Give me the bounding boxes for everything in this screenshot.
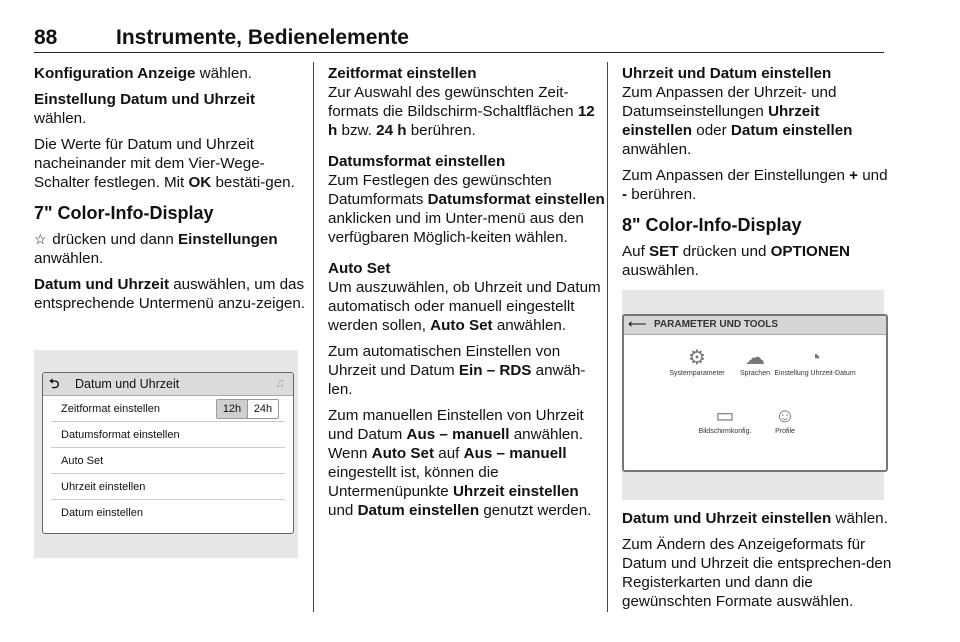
- paragraph: Zum Anpassen der Uhrzeit- und Datumseinstellungen Uhrzeit einstellen oder Datum einstellen anwählen.: [622, 84, 853, 158]
- tile-uhrzeit-datum[interactable]: ◔ Einstellung Uhrzeit-Datum: [770, 346, 860, 377]
- tile-profile[interactable]: ☺ Profile: [740, 404, 830, 435]
- tile-bildschirmkonfig[interactable]: ▭ Bildschirmkonfig.: [680, 404, 770, 435]
- tile-sprachen[interactable]: ☁ Sprachen: [710, 346, 800, 377]
- paragraph: Zum Ändern des Anzeigeformats für Datum und Uhrzeit die entsprechen-den Registerkarten und dann die gewünschten Formate auswählen.: [622, 536, 892, 610]
- column-divider: [313, 62, 314, 612]
- paragraph: ☆ drücken und dann Einstellungen anwählen.: [34, 231, 278, 267]
- page-title: Instrumente, Bedienelemente: [116, 26, 409, 49]
- display-title: PARAMETER UND TOOLS: [654, 319, 779, 330]
- section-heading: 8" Color-Info-Display: [622, 215, 802, 235]
- screenshot-datum-uhrzeit: [34, 350, 298, 558]
- menu-item-uhrzeit[interactable]: Uhrzeit einstellen: [51, 474, 285, 500]
- time-format-toggle[interactable]: [216, 399, 279, 419]
- paragraph: Zum Festlegen des gewünschten Datumformats Datumsformat einstellen anklicken und im Unter-menü aus den verfügbaren Möglich-keiten wählen.: [328, 172, 605, 246]
- menu-item-auto-set[interactable]: Auto Set: [51, 448, 285, 474]
- paragraph: Datum und Uhrzeit einstellen wählen.: [622, 510, 888, 527]
- display-title: Datum und Uhrzeit: [75, 377, 180, 391]
- menu-item-datum[interactable]: Datum einstellen: [61, 507, 143, 519]
- paragraph: Datum und Uhrzeit auswählen, um das entsprechende Untermenü anzu-zeigen.: [34, 276, 306, 312]
- music-icon: ♫: [275, 375, 285, 390]
- back-arrow-icon[interactable]: ⟵: [628, 316, 647, 331]
- paragraph: Zur Auswahl des gewünschten Zeit-formats die Bildschirm-Schaltflächen 12 h bzw. 24 h berühren.: [328, 84, 595, 139]
- paragraph: Auf SET drücken und OPTIONEN auswählen.: [622, 243, 850, 279]
- page-number: 88: [34, 26, 58, 49]
- back-icon[interactable]: ⮌: [49, 376, 60, 391]
- paragraph: Konfiguration Anzeige wählen.: [34, 65, 253, 82]
- paragraph: Um auszuwählen, ob Uhrzeit und Datum automatisch oder manuell eingestellt werden sollen, Auto Set anwählen.: [328, 279, 601, 334]
- paragraph: Die Werte für Datum und Uhrzeit nacheinander mit dem Vier-Wege-Schalter festlegen. Mit OK bestäti-gen.: [34, 136, 295, 191]
- paragraph: Einstellung Datum und Uhrzeit wählen.: [34, 91, 256, 127]
- column-divider: [607, 62, 608, 612]
- paragraph: Zum automatischen Einstellen von Uhrzeit und Datum Ein – RDS anwäh-len.: [328, 343, 586, 398]
- tile-systemparameter[interactable]: ⚙ Systemparameter: [652, 346, 742, 377]
- display-frame: [42, 372, 294, 534]
- clock-icon: ◔: [808, 347, 822, 369]
- menu-item-zeitformat[interactable]: Zeitformat einstellen 12h 24h: [51, 396, 285, 422]
- toggle-12h[interactable]: 12h: [217, 400, 248, 418]
- menu-item-datumsformat[interactable]: Datumsformat einstellen: [51, 422, 285, 448]
- gear-icon: ⚙: [688, 347, 706, 369]
- profile-icon: ☺: [774, 405, 796, 427]
- column-2: [328, 64, 606, 527]
- paragraph: Zum manuellen Einstellen von Uhrzeit und Datum Aus – manuell anwählen. Wenn Auto Set auf Aus – manuell eingestellt ist, können die Untermenüpunkte Uhrzeit einstellen und Datum einstellen genutzt werden.: [328, 407, 592, 519]
- language-icon: ☁: [745, 347, 765, 369]
- home-icon: ☆: [34, 231, 47, 247]
- display-frame: [622, 314, 888, 472]
- toggle-24h[interactable]: 24h: [253, 403, 273, 415]
- screen-icon: ▭: [715, 405, 735, 427]
- subheading: Auto Set: [328, 260, 391, 277]
- paragraph: Zum Anpassen der Einstellungen + und - berühren.: [622, 167, 888, 203]
- subheading: Zeitformat einstellen: [328, 65, 477, 82]
- display-titlebar: [624, 316, 886, 335]
- page-header: [34, 26, 884, 53]
- column-1: [34, 64, 310, 320]
- screenshot-parameter-tools: [622, 290, 884, 500]
- subheading: Datumsformat einstellen: [328, 153, 506, 170]
- display-titlebar: [43, 373, 293, 396]
- section-heading: 7" Color-Info-Display: [34, 203, 214, 223]
- subheading: Uhrzeit und Datum einstellen: [622, 65, 832, 82]
